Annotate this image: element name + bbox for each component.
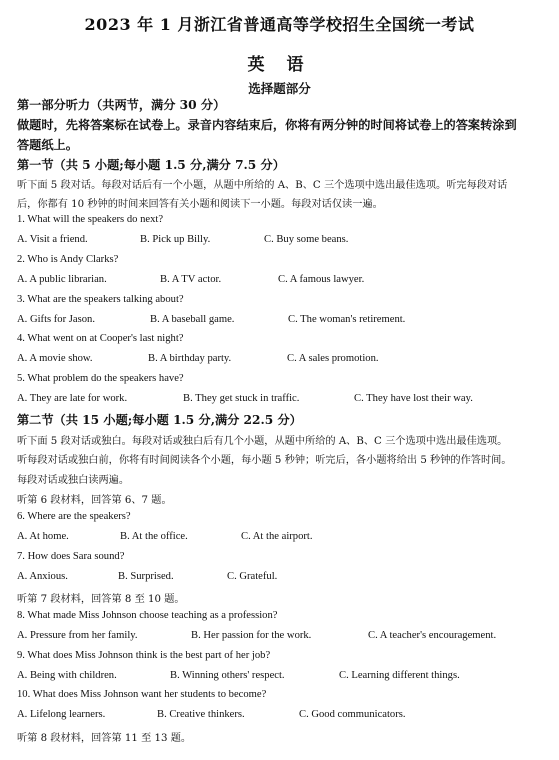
- exam-title: 2023 年 1 月浙江省普通高等学校招生全国统一考试: [84, 15, 475, 34]
- option-b: B. They get stuck in traffic.: [183, 393, 300, 404]
- option-a: A. Lifelong learners.: [17, 709, 106, 720]
- question-text: 2. Who is Andy Clarks?: [17, 254, 119, 265]
- question-text: 10. What does Miss Johnson want her students to become?: [17, 689, 267, 700]
- option-a: A. At home.: [17, 531, 69, 542]
- question-text: 6. Where are the speakers?: [17, 511, 131, 522]
- material-note: 听第 8 段材料，回答第 11 至 13 题。: [17, 733, 192, 744]
- option-c: C. At the airport.: [241, 531, 313, 542]
- section2-heading: 第二节（共 15 小题;每小题 1.5 分,满分 22.5 分）: [17, 413, 302, 427]
- part1-heading: 第一部分听力（共两节，满分 30 分）: [17, 98, 226, 112]
- option-c: C. A sales promotion.: [287, 353, 379, 364]
- section2-directions-line3: 每段对话或独白读两遍。: [17, 475, 130, 486]
- option-a: A. Gifts for Jason.: [17, 314, 95, 325]
- option-b: B. A birthday party.: [148, 353, 232, 364]
- section2-directions-line1: 听下面 5 段对话或独白。每段对话或独白后有几个小题，从题中所给的 A、B、C 三个选项中选出最佳选项。: [17, 436, 508, 447]
- question-text: 5. What problem do the speakers have?: [17, 373, 184, 384]
- option-b: B. Pick up Billy.: [140, 234, 211, 245]
- question-text: 7. How does Sara sound?: [17, 551, 125, 562]
- option-c: C. Good communicators.: [299, 709, 406, 720]
- option-b: B. At the office.: [120, 531, 188, 542]
- question-text: 8. What made Miss Johnson choose teaching as a profession?: [17, 610, 278, 621]
- section-title: 选择题部分: [248, 81, 311, 96]
- option-a: A. Pressure from her family.: [17, 630, 138, 641]
- option-c: C. The woman's retirement.: [288, 314, 406, 325]
- option-c: C. A teacher's encouragement.: [368, 630, 497, 641]
- question-text: 4. What went on at Cooper's last night?: [17, 333, 184, 344]
- material-note: 听第 7 段材料，回答第 8 至 10 题。: [17, 594, 185, 605]
- option-c: C. Grateful.: [227, 571, 278, 582]
- option-c: C. Learning different things.: [339, 670, 460, 681]
- option-a: A. Being with children.: [17, 670, 117, 681]
- option-b: B. A TV actor.: [160, 274, 222, 285]
- question-text: 9. What does Miss Johnson think is the best part of her job?: [17, 650, 271, 661]
- option-b: B. Creative thinkers.: [157, 709, 245, 720]
- option-b: B. Her passion for the work.: [191, 630, 312, 641]
- section1-directions-line2: 后，你都有 10 秒钟的时间来回答有关小题和阅读下一小题。每段对话仅读一遍。: [17, 199, 383, 210]
- option-b: B. A baseball game.: [150, 314, 235, 325]
- part1-instruction-line1: 做题时，先将答案标在试卷上。录音内容结束后，你将有两分钟的时间将试卷上的答案转涂到: [17, 118, 517, 132]
- question-text: 3. What are the speakers talking about?: [17, 294, 184, 305]
- option-a: A. Visit a friend.: [17, 234, 88, 245]
- subject-title: 英 语: [247, 55, 312, 75]
- question-text: 1. What will the speakers do next?: [17, 214, 164, 225]
- option-a: A. They are late for work.: [17, 393, 128, 404]
- section1-heading: 第一节（共 5 小题;每小题 1.5 分,满分 7.5 分）: [17, 158, 285, 172]
- option-c: C. A famous lawyer.: [278, 274, 365, 285]
- option-b: B. Surprised.: [118, 571, 174, 582]
- option-b: B. Winning others' respect.: [170, 670, 285, 681]
- option-a: A. A public librarian.: [17, 274, 107, 285]
- section2-directions-line2: 听每段对话或独白前，你将有时间阅读各个小题，每小题 5 秒钟；听完后，各小题将给出 5 秒钟的作答时间。: [17, 455, 512, 466]
- section1-directions-line1: 听下面 5 段对话。每段对话后有一个小题，从题中所给的 A、B、C 三个选项中选出最佳选项。听完每段对话: [17, 180, 508, 191]
- option-c: C. They have lost their way.: [354, 393, 473, 404]
- part1-instruction-line2: 答题纸上。: [17, 138, 78, 152]
- option-a: A. Anxious.: [17, 571, 68, 582]
- option-a: A. A movie show.: [17, 353, 93, 364]
- option-c: C. Buy some beans.: [264, 234, 349, 245]
- material-note: 听第 6 段材料，回答第 6、7 题。: [17, 495, 172, 506]
